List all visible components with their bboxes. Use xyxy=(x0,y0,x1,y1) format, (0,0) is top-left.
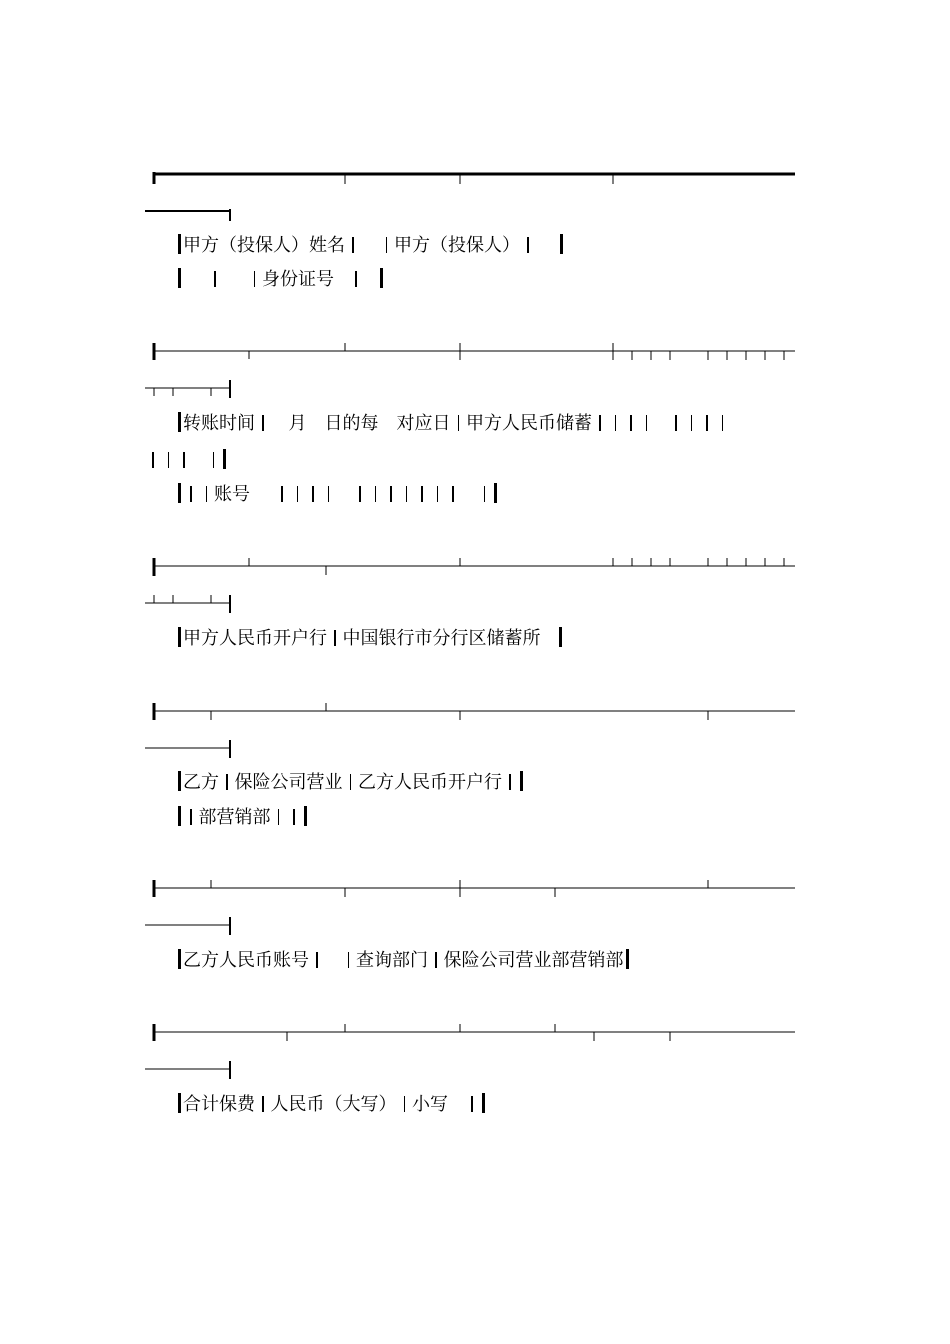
row-party-b-account xyxy=(176,949,631,973)
label-day-of-each: 日的每 xyxy=(324,413,379,434)
label-id-number: 身份证号 xyxy=(262,269,334,290)
row-party-b-dept xyxy=(176,806,309,830)
label-corresponding-day: 对应日 xyxy=(396,413,451,434)
label-account-number: 账号 xyxy=(214,484,250,505)
label-rmb-capital: 人民币（大写） xyxy=(270,1094,397,1115)
row-transfer-time xyxy=(176,412,730,436)
label-party-b-account: 乙方人民币账号 xyxy=(183,950,309,971)
label-rmb-savings: 甲方人民币储蓄 xyxy=(466,413,592,434)
label-insurer-business: 保险公司营业 xyxy=(234,772,343,793)
row-party-b xyxy=(176,771,525,795)
value-rmb-bank: 中国银行市分行区储蓄所 xyxy=(342,628,541,649)
row-id-number xyxy=(176,268,385,292)
label-party-b: 乙方 xyxy=(183,772,219,793)
row-transfer-time-cont xyxy=(145,449,228,473)
label-policyholder-name: 甲方（投保人）姓名 xyxy=(183,235,345,256)
label-sales-dept: 部营销部 xyxy=(198,807,271,828)
label-total-premium: 合计保费 xyxy=(183,1094,255,1115)
row-rmb-bank xyxy=(176,627,564,651)
label-rmb-bank: 甲方人民币开户行 xyxy=(183,628,327,649)
value-inquiry-dept: 保险公司营业部营销部 xyxy=(443,950,624,971)
row-total-premium xyxy=(176,1093,487,1117)
label-inquiry-dept: 查询部门 xyxy=(356,950,428,971)
label-party-b-bank: 乙方人民币开户行 xyxy=(358,772,502,793)
label-month: 月 xyxy=(288,413,307,434)
row-policyholder-name xyxy=(176,234,565,258)
row-account-number xyxy=(176,483,499,507)
label-transfer-time: 转账时间 xyxy=(183,413,255,434)
label-policyholder: 甲方（投保人） xyxy=(394,235,520,256)
label-lowercase: 小写 xyxy=(412,1094,448,1115)
